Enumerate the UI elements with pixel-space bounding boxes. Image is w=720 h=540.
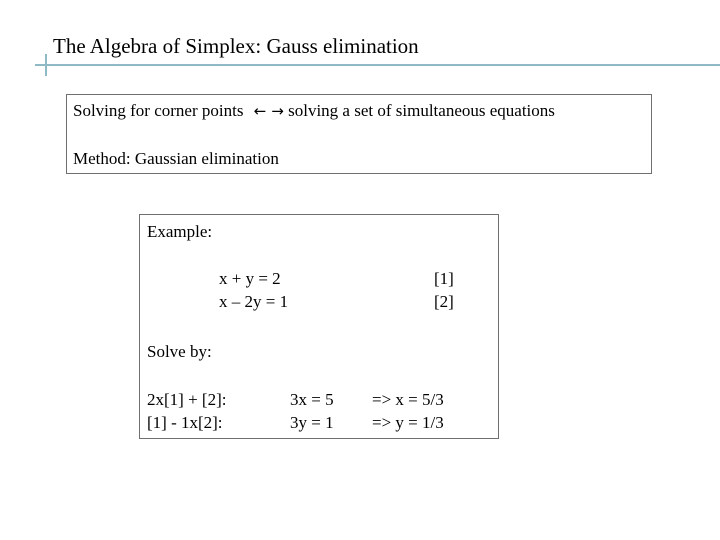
- solve-heading: Solve by:: [147, 342, 212, 361]
- intro-line-1-right-text: solving a set of simultaneous equations: [288, 101, 555, 120]
- equation-2: x – 2y = 1: [219, 292, 289, 311]
- step-2-answer: => y = 1/3: [372, 413, 444, 432]
- intro-line-1-left-text: Solving for corner points: [73, 101, 244, 120]
- equation-1: x + y = 2: [219, 269, 281, 288]
- slide-title: The Algebra of Simplex: Gauss elimination: [53, 34, 419, 58]
- step-1-operation: 2x[1] + [2]:: [147, 390, 227, 409]
- equation-1-tag: [1]: [434, 269, 454, 288]
- step-2-result: 3y = 1: [290, 413, 334, 432]
- title-tick-divider: [45, 54, 47, 76]
- right-arrow-icon: →: [271, 102, 284, 120]
- equation-2-tag: [2]: [434, 292, 454, 311]
- intro-line-2: Method: Gaussian elimination: [73, 149, 279, 168]
- step-1-result: 3x = 5: [290, 390, 334, 409]
- step-1-answer: => x = 5/3: [372, 390, 444, 409]
- title-underline-divider: [35, 64, 720, 66]
- left-arrow-icon: ←: [253, 102, 267, 120]
- intro-line-1: [73, 101, 555, 121]
- example-heading: Example:: [147, 222, 213, 241]
- step-2-operation: [1] - 1x[2]:: [147, 413, 223, 432]
